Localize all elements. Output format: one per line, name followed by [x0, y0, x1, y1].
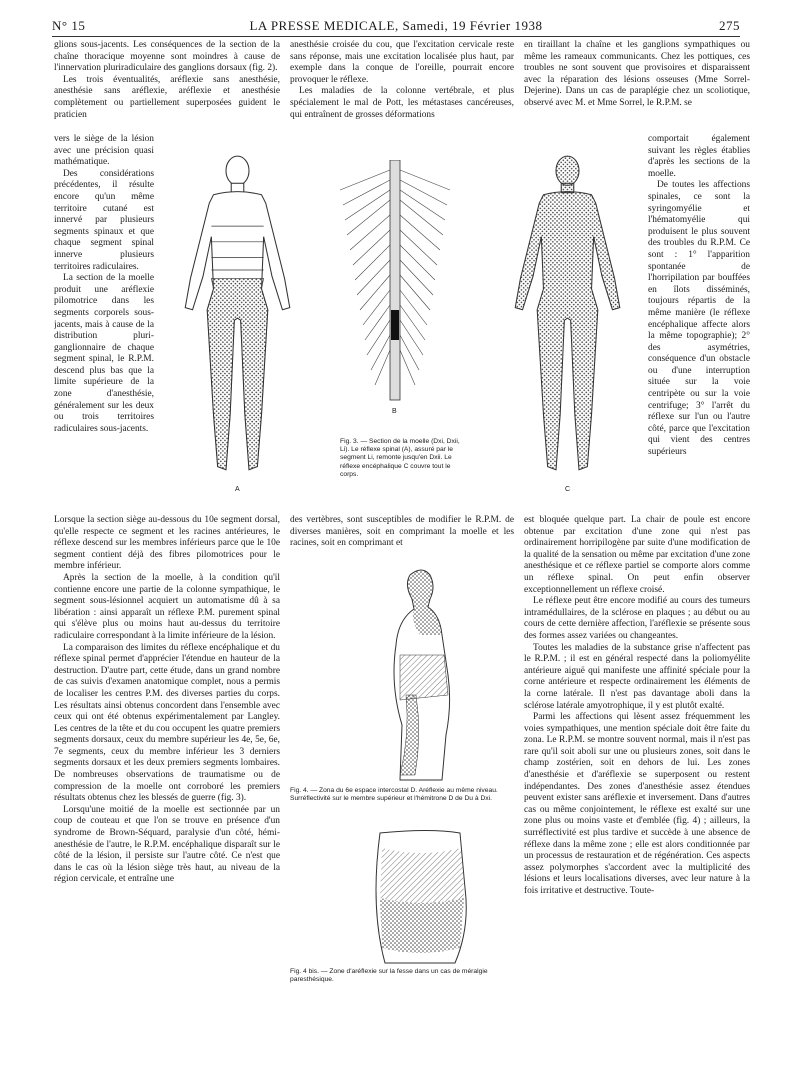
paragraph: Les trois éventualités, aréflexie sans anesthésie, anesthésie sans aréflexie, aréflexie et anesthésie complètement ou partiellement superposées guident le praticien [54, 74, 280, 120]
col3-narrow [648, 134, 750, 514]
figure-4-caption: Fig. 4. — Zona du 6e espace intercostal D. Aréflexie au même niveau. Surréflectivité sur le membre supérieur et l'hémitrone D de Du à Dxi. [290, 787, 498, 803]
figure-3-caption: Fig. 3. — Section de la moelle (Dxi, Dxii, Li). Le réflexe spinal (A), assuré par le segment Li, remonte jusqu'en Dxii. Le réflexe encéphalique C couvre tout le corps. [340, 438, 460, 478]
paragraph: Toutes les maladies de la substance grise n'affectent pas le R.P.M. ; il est en général respecté dans la poliomyélite antérieure aiguë qui manifeste une affinité spéciale pour la corne antérieure et respecte ordinairement les éléments de la corne latérale. Il n'est pas davantage aboli dans la sclérose latérale amyotrophique, il y est plutôt exalté. [524, 642, 750, 711]
figure-label-b: B [392, 408, 397, 415]
col1-top [54, 40, 280, 134]
col1-bottom [54, 515, 280, 1015]
figure-4bis-caption: Fig. 4 bis. — Zone d'aréflexie sur la fesse dans un cas de méralgie paresthésique. [290, 968, 488, 984]
col2-mid [290, 515, 514, 555]
paragraph: anesthésie croisée du cou, que l'excitation cervicale reste sans réponse, mais une excitation localisée plus haut, par exemple dans la conque de l'oreille, pourrait encore provoquer le réflexe. [290, 40, 514, 85]
col1-narrow [54, 134, 154, 514]
paragraph: Parmi les affections qui lèsent assez fréquemment les voies sympathiques, une mention spéciale doit être faite du zona. Le R.P.M. se montre souvent normal, mais il n'est pas rare qu'il soit aboli sur une ou plusieurs zones, soit dans le champ zostérien, soit en dehors de lui. Les zones d'anesthésie et d'aréflexie se superposent ou restent indépendantes. Des zones d'anesthésie assez étendues peuvent exister sans aréflexie et inversement. Dans d'autres cas ou même conjointement, le réflexe est exalté sur une zone plus ou moins vaste et d'emblée (fig. 4) ; ailleurs, la surréflectivité est plus tardive et succède à une absence de réflexe dans la même zone ; elle est alors conditionnée par un processus de restauration et de régénération. Ces aspects assez polymorphes s'accordent avec la multiplicité des lésions et leurs localisations diverses, avec leur nature à la fois irritative et destructive. Toute- [524, 712, 750, 896]
paragraph: en tiraillant la chaîne et les ganglions sympathiques ou même les rameaux communicants. Chez les pottiques, ces troubles ne sont souvent que provisoires et disparaissent avec la réparation des lésions osseuses (Mme Sorrel-Dejerine). Dans un cas de paraplégie chez un scoliotique, observé avec M. et Mme Sorrel, le R.P.M. se [524, 40, 750, 108]
col2-top [290, 40, 514, 135]
paragraph: Lorsqu'une moitié de la moelle est sectionnée par un coup de couteau et que l'on se trouve en présence d'un syndrome de Brown-Séquard, paralysie d'un côté, hémi-anesthésie de l'autre, le R.P.M. encéphalique disparaît sur le côté de la lésion, il persiste sur l'autre côté. Ce n'est que dans le cas où la lésion siège très haut, au niveau de la région cervicale, et entraîne une [54, 804, 280, 885]
paragraph: glions sous-jacents. Les conséquences de la section de la chaîne thoracique moyenne sont moindres à cause de l'innervation pluriradiculaire des ganglions dorsaux (fig. 2). [54, 40, 280, 74]
paragraph: De toutes les affections spinales, ce sont la syringomyélie et l'hématomyélie qui produisent le plus souvent des troubles du R.P.M. Ce sont : 1° l'apparition spontanée de l'horripilation par bouffées en îlots disséminés, toujours répartis de la même manière (le réflexe encéphalique affecte alors la même topographie); 2° des asymétries, conséquence d'un obstacle ou d'une interruption située sur la voie centripète ou sur la voie centrifuge; 3° l'arrêt du réflexe sur l'un ou l'autre côté, parce que l'excitation qui vient des centres supérieurs [648, 180, 750, 458]
paragraph: Des considérations précédentes, il résulte encore qu'un même territoire cutané est innervé par plusieurs segments spinaux et que chaque segment spinal innerve plusieurs territoires radiculaires. [54, 168, 154, 272]
paragraph: La section de la moelle produit une aréflexie pilomotrice dans les segments corporels sous-jacents, mais à cause de la distribution pluri-ganglionnaire de chaque segment spinal, le R.P.M. descend plus bas que la limite supérieure de la zone d'anesthésie, généralement sur les deux ou trois territoires radiculaires sous-jacents. [54, 273, 154, 434]
col3-top [524, 40, 750, 134]
paragraph: La comparaison des limites du réflexe encéphalique et du réflexe spinal permet d'apprécier l'étendue en hauteur de la destruction. D'autre part, cette étude, dans un grand nombre de cas suivis d'examen anatomique complet, nous a permis de localiser les centres P.M. des diverses parties du corps. Les résultats ainsi obtenus concordent dans l'ensemble avec ceux qui ont été obtenus expérimentalement par Langley. Les centres de la tête et du cou occupent les quatre premiers segments dorsaux, ceux du membre supérieur les 4e, 5e, 6e, 7e segments, ceux du membre inférieur les 3 derniers segments dorsaux et les deux premiers segments lombaires. De nombreuses observations de traumatisme ou de compression de la moelle ont corroboré les premiers résultats obtenus chez les blessés de guerre (fig. 3). [54, 642, 280, 804]
paragraph: Le réflexe peut être encore modifié au cours des tumeurs intramédullaires, de la sclérose en plaques ; au début ou au cours de cette dernière affection, l'aréflexie se présente sous des formes assez variées ou changeantes. [524, 596, 750, 641]
figure-label-a: A [235, 486, 240, 493]
paragraph: comportait également suivant les règles établies d'après les sections de la moelle. [648, 134, 750, 179]
figure-4-profile [370, 565, 480, 785]
journal-title: LA PRESSE MEDICALE, Samedi, 19 Février 1938 [249, 18, 543, 33]
paragraph: est bloquée quelque part. La chair de poule est encore obtenue par excitation d'une zone qui n'est pas ordinairement horripilogène par suite d'une modification de la qualité de la sensation ou même par excitation d'une zone anesthésique et ce réflexe partiel se comporte alors comme un réflexe spinal. On peut enfin observer exceptionnellement un réflexe croisé. [524, 515, 750, 595]
page-number: 275 [719, 18, 740, 33]
col3-bottom [524, 515, 750, 1050]
page-header [52, 18, 740, 37]
issue-number: N° 15 [52, 18, 86, 33]
paragraph: vers le siège de la lésion avec une précision quasi mathématique. [54, 134, 154, 168]
figure-3b-spine [335, 160, 455, 415]
figure-3c-body [510, 150, 625, 493]
paragraph: Après la section de la moelle, à la condition qu'il contienne encore une partie de la colonne sympathique, le segment sous-lésionnel acquiert un automatisme dû à sa libération : ainsi apparaît un réflexe P.M. purement spinal qui s'élève plus ou moins haut au-dessus du territoire radiculaire correspondant à la limite inférieure de la lésion. [54, 572, 280, 641]
figure-label-c: C [565, 486, 571, 493]
paragraph: des vertèbres, sont susceptibles de modifier le R.P.M. de diverses manières, soit en comprimant la moelle et les racines, soit en comprimant et [290, 515, 514, 549]
paragraph: Les maladies de la colonne vertébrale, et plus spécialement le mal de Pott, les métastases cancéreuses, qui entraînent de grosses déformations [290, 86, 514, 120]
paragraph: Lorsque la section siège au-dessous du 10e segment dorsal, qu'elle respecte ce segment et les racines antérieures, le réflexe descend sur les membres inférieurs parce que le 10e segment contient déjà des fibres pilomotrices pour le membre inférieur. [54, 515, 280, 572]
figure-3a-body [180, 150, 295, 493]
figure-4bis-buttock [360, 828, 480, 968]
